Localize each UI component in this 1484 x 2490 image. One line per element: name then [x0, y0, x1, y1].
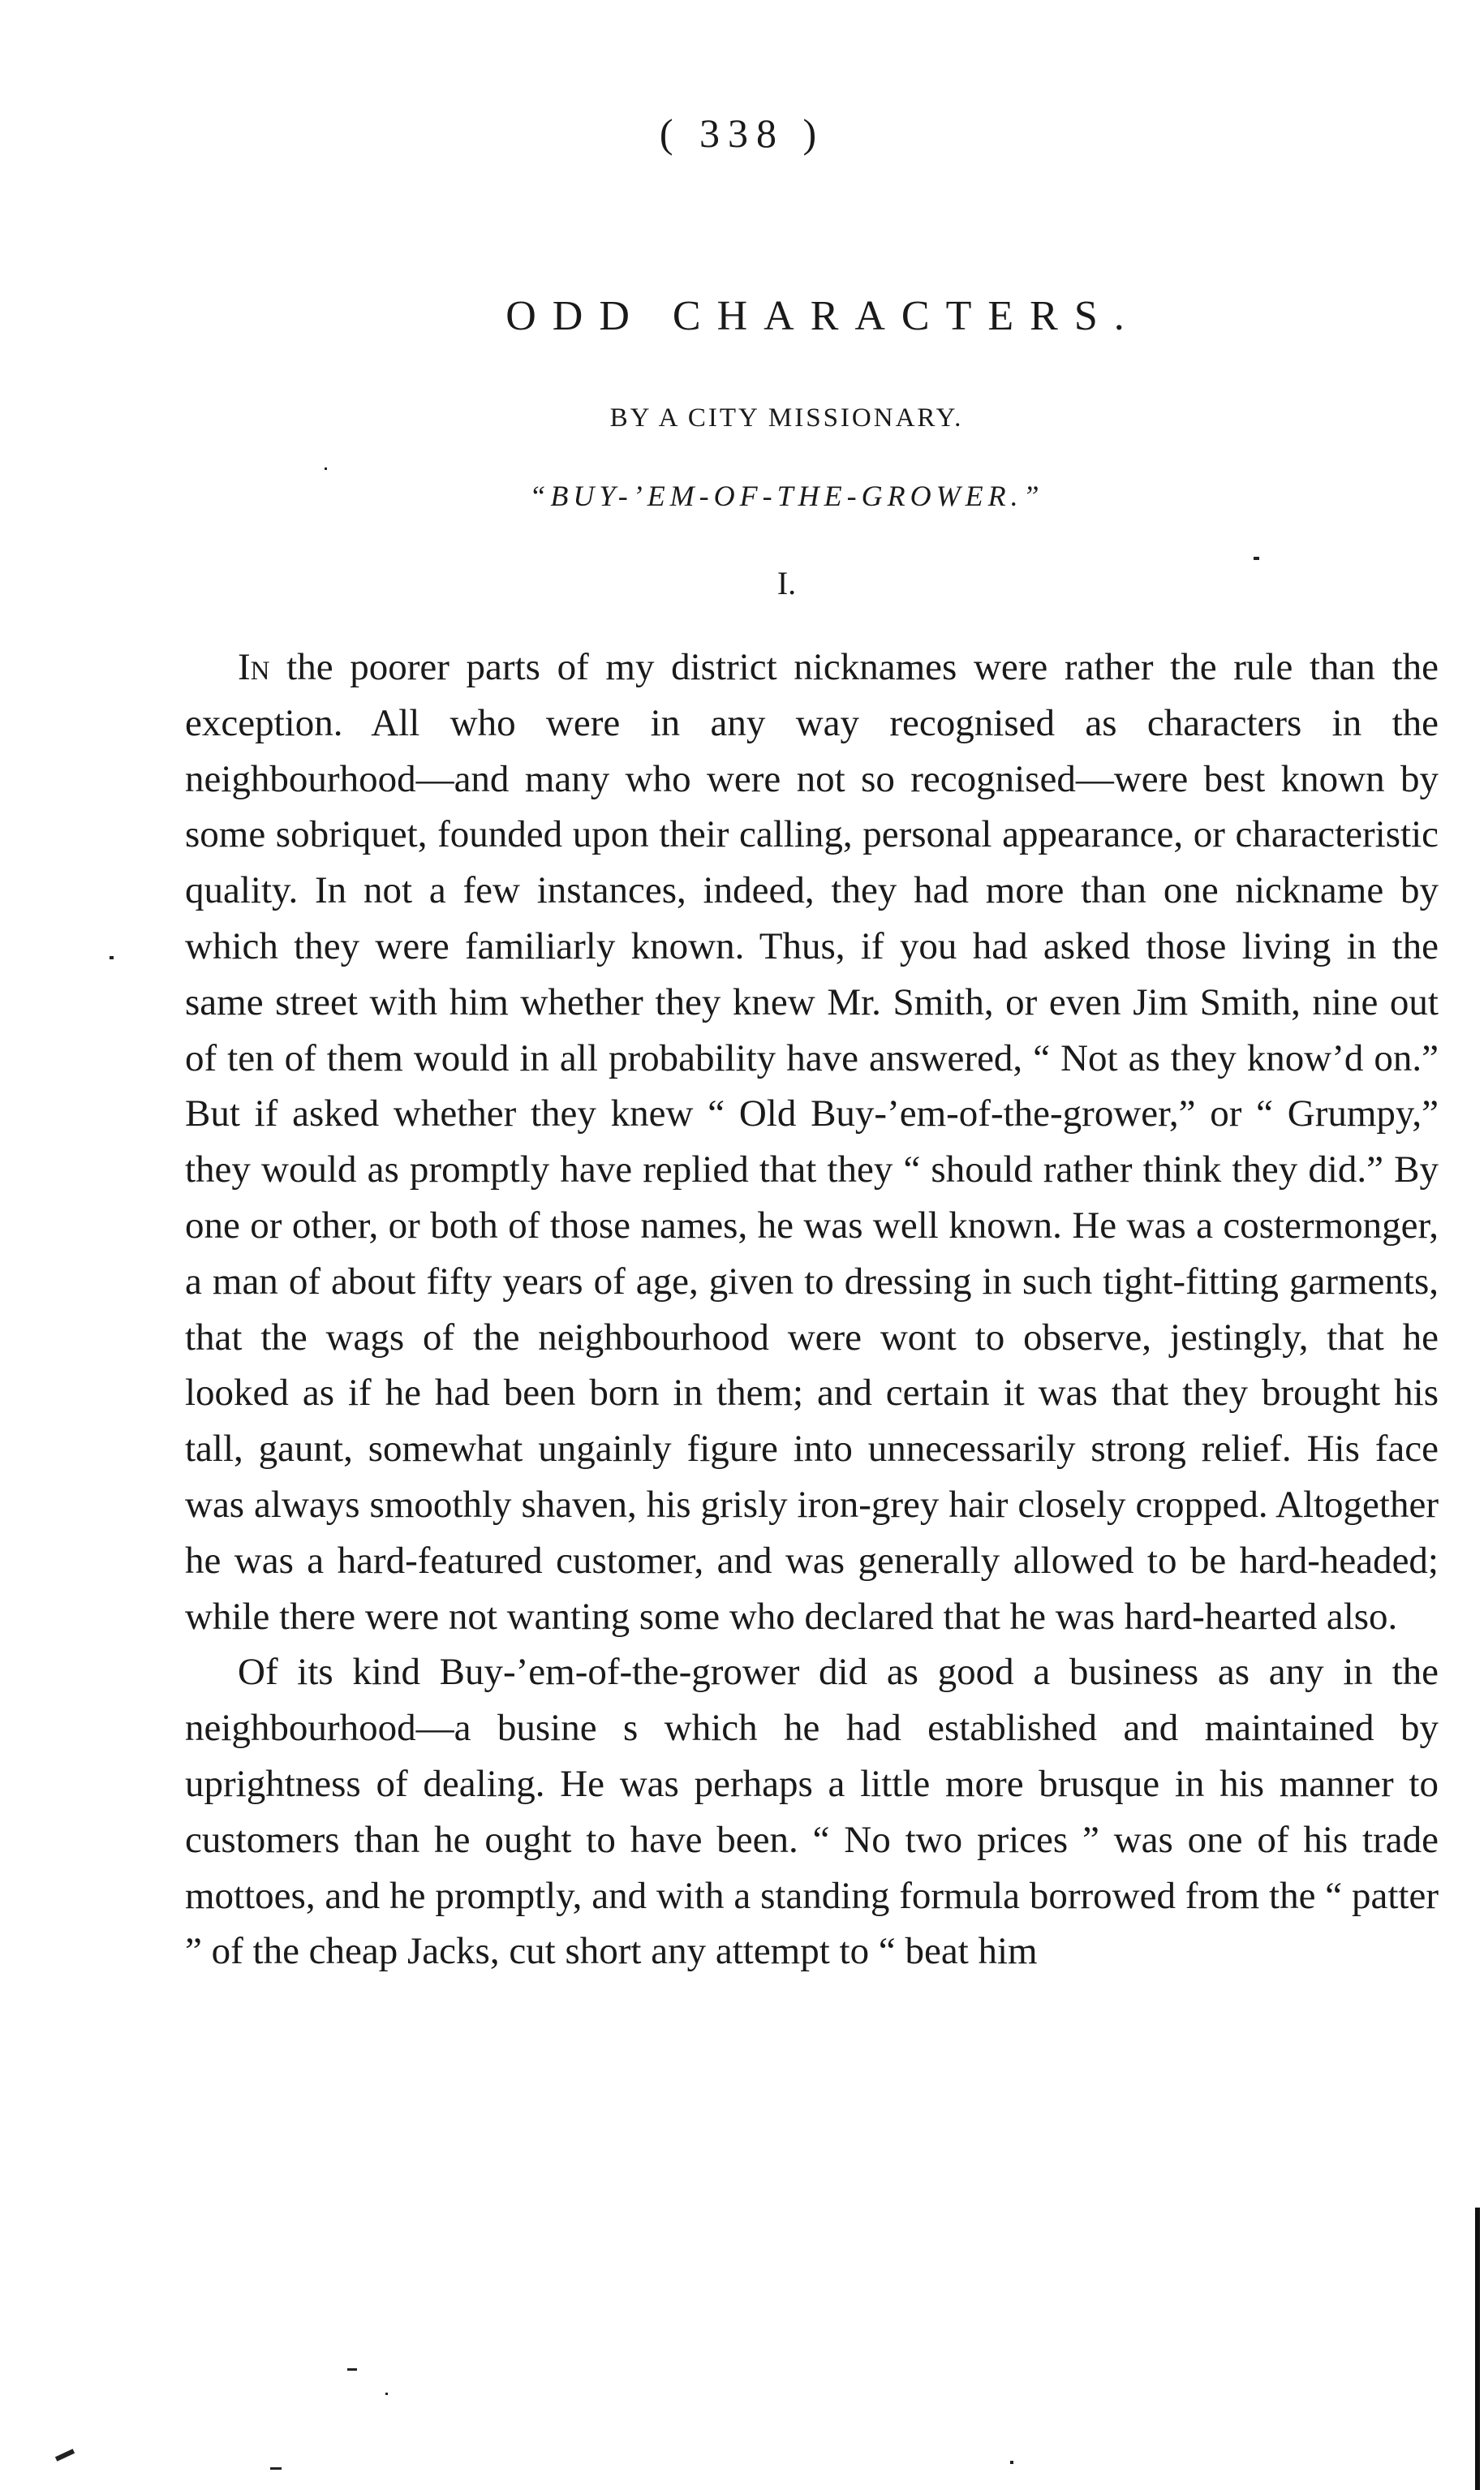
scan-speck — [325, 467, 327, 470]
scan-speck — [1254, 557, 1259, 560]
section-number: I. — [776, 565, 797, 601]
subtitle: “BUY-’EM-OF-THE-GROWER.” — [529, 480, 1044, 512]
paragraph-2 — [185, 1644, 1439, 1980]
paragraph-1 — [185, 640, 1439, 1644]
paragraph-text: Of its kind Buy-’em-of-the-grower did as good a business as any in the neighbourhood—a busine s which he had established and maintained by uprightness of dealing. He was perhaps a little more brusque in his manner to customers than he ought to have been. “ No two prices ” was one of his trade mottoes, and he promptly, and with a standing formula borrowed from the “ patter ” of the cheap Jacks, cut short any attempt to “ beat him — [185, 1651, 1439, 1973]
scan-speck — [110, 956, 114, 959]
scan-speck — [55, 2449, 75, 2462]
scan-speck — [385, 2393, 388, 2395]
scan-edge-shadow — [1475, 2208, 1480, 2490]
scan-speck — [270, 2467, 282, 2470]
paragraph-dropcap: In — [238, 646, 270, 688]
paragraph-text: the poorer parts of my district nicknames were rather the rule than the exception. All who were in any way recognised as characters in the neighbourhood—and many who were not so recognised—were best known by some sobriquet, founded upon their calling, personal appearance, or characteristic quality. In not a few instances, indeed, they had more than one nickname by which they were familiarly known. Thus, if you had asked those living in the same street with him whether they knew Mr. Smith, or even Jim Smith, nine out of ten of them would in all probability have answered, “ Not as they know’d on.” But if asked whether they knew “ Old Buy-’em-of-the-grower,” or “ Grumpy,” they would as promptly have replied that they “ should rather think they did.” By one or other, or both of those names, he was well known. He was a costermonger, a man of about fifty years of age, given to dressing in such tight-fitting garments, that the wags of the neighbourhood were wont to observe, jestingly, that he looked as if he had been born in them; and certain it was that they brought his tall, gaunt, somewhat ungainly figure into unnecessarily strong relief. His face was always smoothly shaven, his grisly iron-grey hair closely cropped. Altogether he was a hard-featured customer, and was generally allowed to be hard-headed; while there were not wanting some who declared that he was hard-hearted also. — [185, 646, 1439, 1638]
scan-speck — [347, 2368, 357, 2371]
byline: BY A CITY MISSIONARY. — [609, 403, 964, 433]
body-text — [185, 640, 1439, 1980]
page-number: ( 338 ) — [659, 110, 825, 156]
scan-speck — [1010, 2461, 1013, 2464]
chapter-title: ODD CHARACTERS. — [505, 293, 1141, 339]
